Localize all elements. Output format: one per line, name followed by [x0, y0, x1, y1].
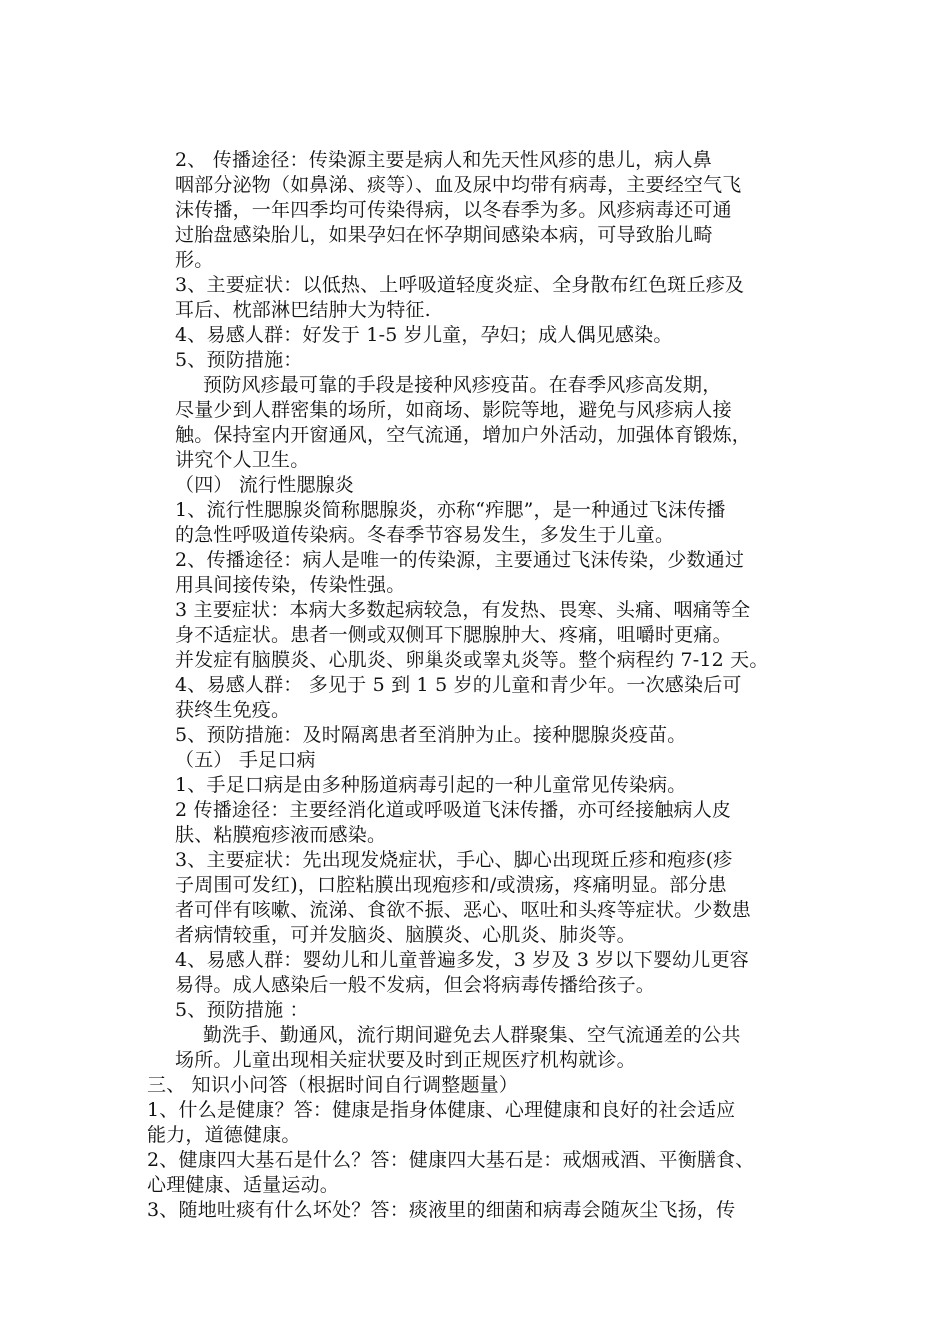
section-heading: 三、 知识小问答（根据时间自行调整题量）	[147, 1074, 519, 1096]
text-line: 肤、粘膜疱疹液而感染。	[175, 824, 387, 846]
text-line: 能力，道德健康。	[147, 1124, 301, 1146]
text-line: 3 主要症状：本病大多数起病较急，有发热、畏寒、头痛、咽痛等全	[175, 599, 751, 621]
text-line: 3、主要症状：先出现发烧症状，手心、脚心出现斑丘疹和疱疹(疹	[175, 849, 733, 871]
text-line: 5、预防措施：及时隔离患者至消肿为止。接种腮腺炎疫苗。	[175, 724, 687, 746]
text-line: 3、随地吐痰有什么坏处？答：痰液里的细菌和病毒会随灰尘飞扬，传	[147, 1199, 736, 1221]
text-line: 用具间接传染，传染性强。	[175, 574, 406, 596]
text-line: 2、传播途径：病人是唯一的传染源，主要通过飞沫传染，少数通过	[175, 549, 745, 571]
text-line: 子周围可发红)，口腔粘膜出现疱疹和/或溃疡，疼痛明显。部分患	[175, 874, 727, 896]
text-line: 易得。成人感染后一般不发病，但会将病毒传播给孩子。	[175, 974, 656, 996]
text-line: 4、易感人群： 多见于 5 到 1 5 岁的儿童和青少年。一次感染后可	[175, 674, 742, 696]
text-line: 2、 传播途径：传染源主要是病人和先天性风疹的患儿，病人鼻	[175, 149, 712, 171]
text-line: 讲究个人卫生。	[175, 449, 310, 471]
text-line: 者病情较重，可并发脑炎、脑膜炎、心肌炎、肺炎等。	[175, 924, 636, 946]
text-line: 场所。儿童出现相关症状要及时到正规医疗机构就诊。	[175, 1049, 636, 1071]
text-line: 3、主要症状：以低热、上呼吸道轻度炎症、全身散布红色斑丘疹及	[175, 274, 745, 296]
text-line: 的急性呼吸道传染病。冬春季节容易发生，多发生于儿童。	[175, 524, 675, 546]
text-line: 获终生免疫。	[175, 699, 291, 721]
text-line: 尽量少到人群密集的场所，如商场、影院等地，避免与风疹病人接	[175, 399, 732, 421]
text-line: 触。保持室内开窗通风，空气流通，增加户外活动，加强体育锻炼，	[175, 424, 752, 446]
text-line: 沫传播，一年四季均可传染得病，以冬春季为多。风疹病毒还可通	[175, 199, 732, 221]
text-line: 咽部分泌物（如鼻涕、痰等）、血及尿中均带有病毒，主要经空气飞	[175, 174, 742, 196]
text-line: 5、预防措施 ：	[175, 999, 309, 1021]
text-line: 预防风疹最可靠的手段是接种风疹疫苗。在春季风疹高发期，	[203, 374, 722, 396]
text-line: 形。	[175, 249, 214, 271]
text-line: 1、流行性腮腺炎简称腮腺炎，亦称“痄腮”，是一种通过飞沫传播	[175, 499, 726, 521]
text-line: 耳后、枕部淋巴结肿大为特征.	[175, 299, 431, 321]
text-line: 2 传播途径：主要经消化道或呼吸道飞沫传播，亦可经接触病人皮	[175, 799, 732, 821]
text-line: 4、易感人群：好发于 1-5 岁儿童，孕妇；成人偶见感染。	[175, 324, 673, 346]
text-line: 1、手足口病是由多种肠道病毒引起的一种儿童常见传染病。	[175, 774, 687, 796]
section-heading: （五） 手足口病	[175, 749, 316, 771]
text-line: 勤洗手、勤通风，流行期间避免去人群聚集、空气流通差的公共	[203, 1024, 741, 1046]
section-heading: （四） 流行性腮腺炎	[175, 474, 355, 496]
text-line: 5、预防措施：	[175, 349, 303, 371]
text-line: 1、什么是健康？答：健康是指身体健康、心理健康和良好的社会适应	[147, 1099, 736, 1121]
text-line: 者可伴有咳嗽、流涕、食欲不振、恶心、呕吐和头疼等症状。少数患	[175, 899, 752, 921]
text-line: 心理健康、适量运动。	[147, 1174, 340, 1196]
text-line: 2、健康四大基石是什么？答：健康四大基石是：戒烟戒酒、平衡膳食、	[147, 1149, 755, 1171]
text-line: 身不适症状。患者一侧或双侧耳下腮腺肿大、疼痛，咀嚼时更痛。	[175, 624, 732, 646]
text-line: 过胎盘感染胎儿，如果孕妇在怀孕期间感染本病，可导致胎儿畸	[175, 224, 713, 246]
text-line: 4、易感人群：婴幼儿和儿童普遍多发，3 岁及 3 岁以下婴幼儿更容	[175, 949, 749, 971]
text-line: 并发症有脑膜炎、心肌炎、卵巢炎或睾丸炎等。整个病程约 7-12 天。	[175, 649, 769, 671]
